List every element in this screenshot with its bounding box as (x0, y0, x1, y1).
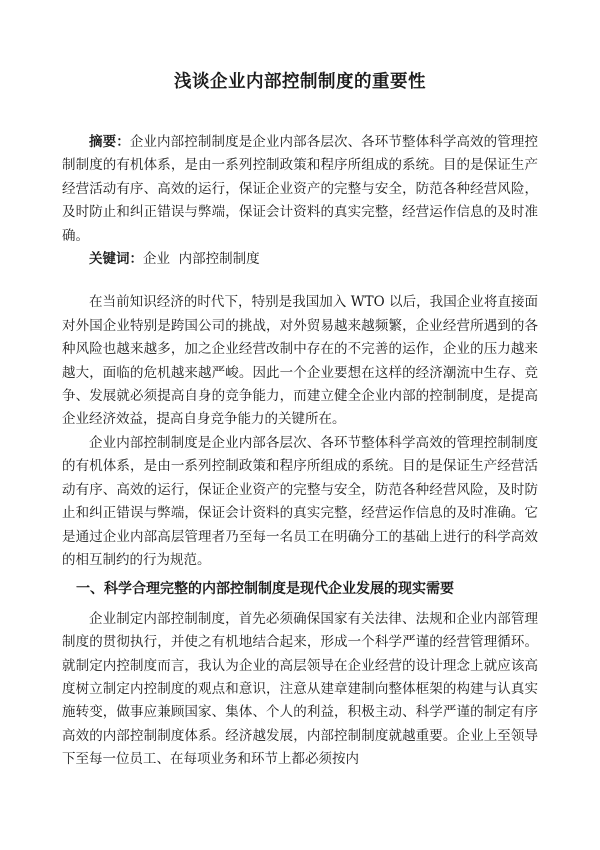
section-1-paragraph: 企业制定内部控制制度，首先必须确保国家有关法律、法规和企业内部管理制度的贯彻执行，并使之有机地结合起来，形成一个科学严谨的经营管理循环。就制定内控制度而言，我认为企业的高层领导在企业经营的设计理念上就应该高度树立制定内控制度的观点和意识，注意从建章建制向整体框架的构建与认真实施转变，做事应兼顾国家、集体、个人的利益，积极主动、科学严谨的制定有序高效的内部控制制度体系。经济越发展，内部控制制度就越重要。企业上至领导下至每一位员工、在每项业务和环节上都必须按内 (62, 610, 538, 768)
keywords-block (62, 248, 538, 271)
abstract-text: 企业内部控制制度是企业内部各层次、各环节整体科学高效的管理控制制度的有机体系，是由一系列控制政策和程序所组成的系统。目的是保证生产经营活动有序、高效的运行，保证企业资产的完整与安全，防范各种经营风险，及时防止和纠正错误与弊端，保证会计资料的真实完整，经营运作信息的及时准确。 (62, 134, 538, 244)
section-heading-1: 一、科学合理完整的内部控制制度是现代企业发展的现实需要 (76, 581, 454, 598)
document-title: 浅谈企业内部控制制度的重要性 (174, 72, 426, 92)
body-paragraph-1: 在当前知识经济的时代下，特别是我国加入 WTO 以后，我国企业将直接面对外国企业特别是跨国公司的挑战，对外贸易越来越频繁，企业经营所遇到的各种风险也越来越多，加之企业经营改制中存在的不完善的运作，企业的压力越来越大，面临的危机越来越严峻。因此一个企业要想在这样的经济潮流中生存、竞争、发展就必须提高自身的竞争能力，而建立健全企业内部的控制制度，是提高企业经济效益，提高自身竞争能力的关键所在。 (62, 294, 538, 428)
abstract-block (62, 131, 538, 248)
body-text (62, 291, 538, 771)
abstract-label: 摘要： (89, 134, 130, 150)
body-paragraph-2: 企业内部控制制度是企业内部各层次、各环节整体科学高效的管理控制制度的有机体系，是由一系列控制政策和程序所组成的系统。目的是保证生产经营活动有序、高效的运行，保证企业资产的完整与安全，防范各种经营风险，及时防止和纠正错误与弊端，保证会计资料的真实完整，经营运作信息的及时准确。它是通过企业内部高层管理者乃至每一名员工在明确分工的基础上进行的科学高效的相互制约的行为规范。 (62, 434, 538, 568)
keywords-label: 关键词： (89, 251, 143, 268)
keywords-text: 企业 内部控制制度 (143, 251, 260, 268)
